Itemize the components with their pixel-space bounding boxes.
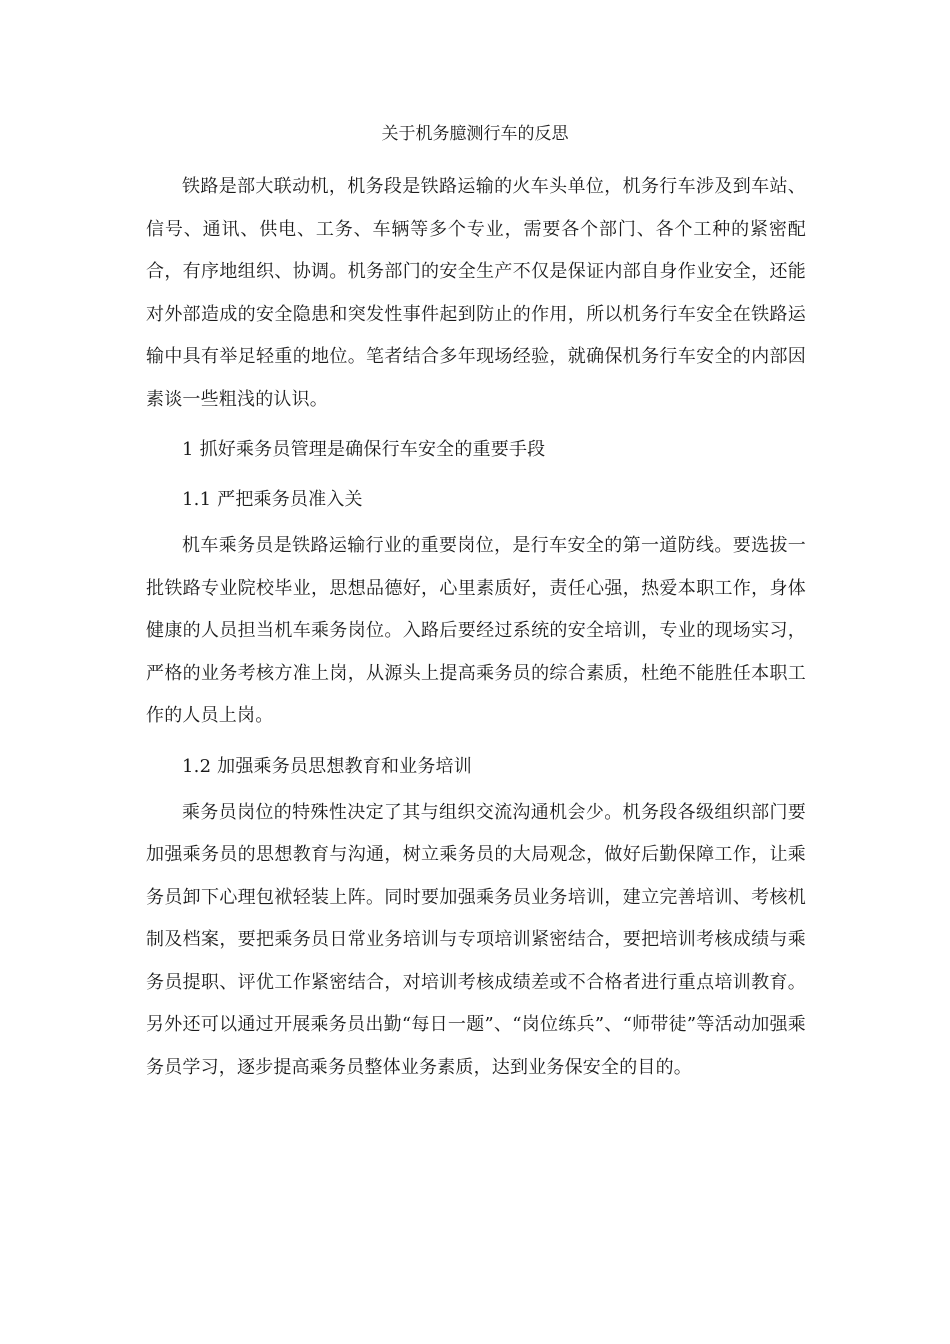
section-heading-1-2: 1.2 加强乘务员思想教育和业务培训 — [182, 755, 472, 777]
paragraph-1-2: 乘务员岗位的特殊性决定了其与组织交流沟通机会少。机务段各级组织部门要加强乘务员的思想教育与沟通，树立乘务员的大局观念，做好后勤保障工作，让乘务员卸下心理包袱轻装上阵。同时要加强乘务员业务培训，建立完善培训、考核机制及档案，要把乘务员日常业务培训与专项培训紧密结合，要把培训考核成绩与乘务员提职、评优工作紧密结合，对培训考核成绩差或不合格者进行重点培训教育。另外还可以通过开展乘务员出勤“每日一题”、“岗位练兵”、“师带徒”等活动加强乘务员学习，逐步提高乘务员整体业务素质，达到业务保安全的目的。 — [146, 801, 806, 1078]
section-heading-1: 1 抓好乘务员管理是确保行车安全的重要手段 — [182, 439, 546, 460]
document-title: 关于机务臆测行车的反思 — [381, 124, 569, 144]
paragraph-1-1: 机车乘务员是铁路运输行业的重要岗位，是行车安全的第一道防线。要选拔一批铁路专业院校毕业，思想品德好，心里素质好，责任心强，热爱本职工作，身体健康的人员担当机车乘务岗位。入路后要经过系统的安全培训，专业的现场实习，严格的业务考核方准上岗，从源头上提高乘务员的综合素质，杜绝不能胜任本职工作的人员上岗。 — [146, 535, 806, 726]
paragraph-intro: 铁路是部大联动机，机务段是铁路运输的火车头单位，机务行车涉及到车站、信号、通讯、供电、工务、车辆等多个专业，需要各个部门、各个工种的紧密配合，有序地组织、协调。机务部门的安全生产不仅是保证内部自身作业安全，还能对外部造成的安全隐患和突发性事件起到防止的作用，所以机务行车安全在铁路运输中具有举足轻重的地位。笔者结合多年现场经验，就确保机务行车安全的内部因素谈一些粗浅的认识。 — [146, 176, 806, 410]
document-body — [146, 166, 806, 1089]
section-heading-1-1: 1.1 严把乘务员准入关 — [182, 489, 363, 510]
